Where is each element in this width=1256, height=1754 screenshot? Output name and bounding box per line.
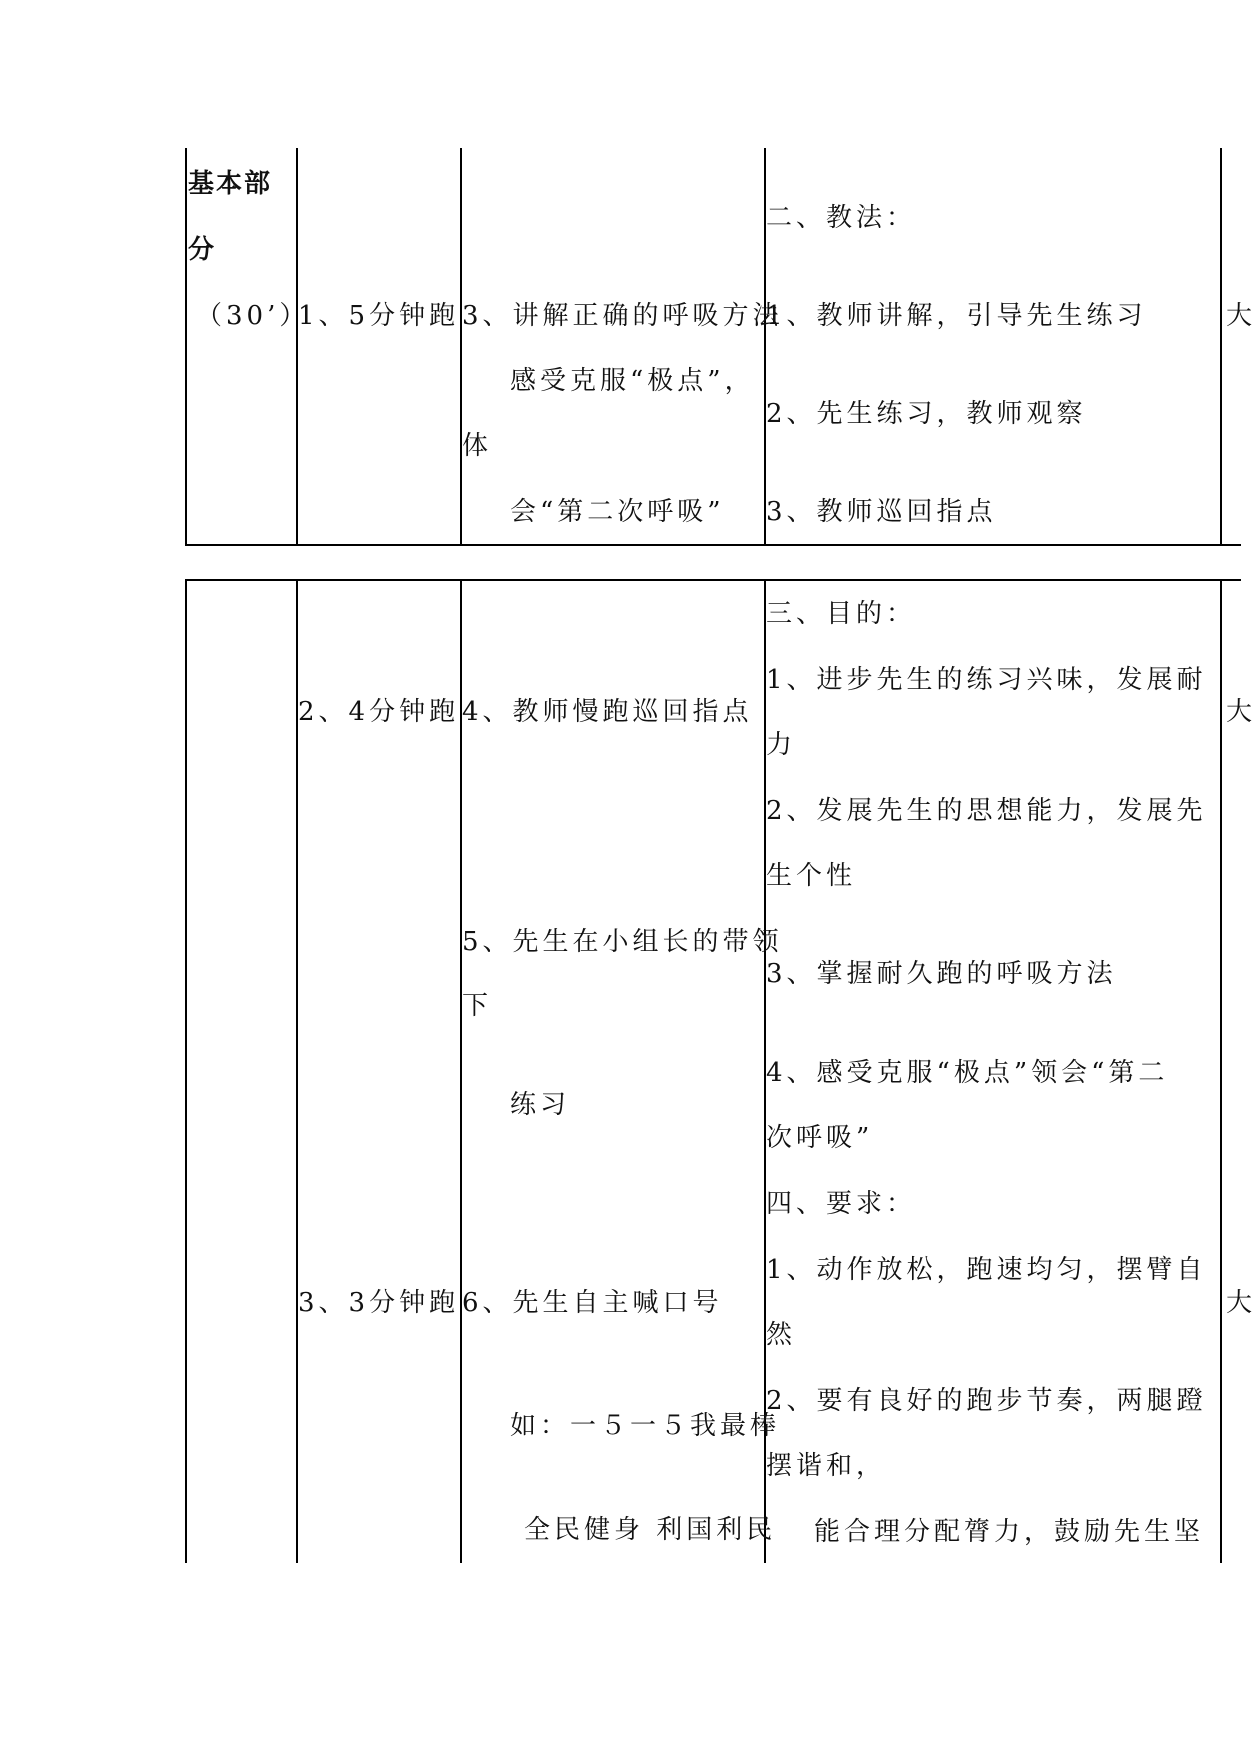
org-line: 全民健身 利国利民 xyxy=(524,1515,777,1545)
content-item: 1、5分钟跑 xyxy=(298,301,460,331)
method-line: 3、教师巡回指点 xyxy=(766,497,997,527)
edge-cell-clip xyxy=(1222,1280,1256,1330)
table-rule xyxy=(185,579,187,1563)
org-clip xyxy=(462,1410,781,1560)
org-line: 感受克服“极点”， xyxy=(510,366,755,396)
method-line: 能合理分配膂力，鼓励先生坚 xyxy=(814,1517,1205,1547)
table-rule xyxy=(185,148,187,546)
org-line: 练习 xyxy=(510,1090,571,1120)
section-label: 基本部 xyxy=(188,169,273,199)
org-line: 5、先生在小组长的带领 xyxy=(462,927,783,957)
method-line: 二、教法： xyxy=(766,203,917,233)
org-line: 如：一５一５我最棒 xyxy=(510,1411,781,1441)
table-rule xyxy=(185,579,1241,581)
edge-cell-clip xyxy=(1222,690,1256,740)
section-time: （30’） xyxy=(196,301,310,331)
table-rule xyxy=(460,148,462,546)
org-line: 会“第二次呼吸” xyxy=(510,497,725,527)
edge-char: 大 xyxy=(1226,697,1256,727)
org-line: 4、教师慢跑巡回指点 xyxy=(462,697,753,727)
table-rule xyxy=(185,544,1241,546)
method-line: 1、进步先生的练习兴味，发展耐 xyxy=(766,665,1207,695)
edge-cell-clip xyxy=(1222,290,1256,340)
org-line: 下 xyxy=(462,991,493,1021)
method-line: 三、目的： xyxy=(766,599,917,629)
content-item: 2、4分钟跑 xyxy=(298,697,460,727)
method-line: 2、要有良好的跑步节奏，两腿蹬 xyxy=(766,1386,1207,1416)
method-line: 3、掌握耐久跑的呼吸方法 xyxy=(766,959,1117,989)
org-line: 体 xyxy=(462,431,493,461)
table-rule xyxy=(296,148,298,546)
method-line: 四、要求： xyxy=(766,1189,917,1219)
section-label-cont: 分 xyxy=(188,235,217,265)
method-line: 4、感受克服“极点”领会“第二 xyxy=(766,1058,1169,1088)
method-line: 1、动作放松，跑速均匀，摆臂自 xyxy=(766,1255,1207,1285)
table-rule xyxy=(1220,148,1222,546)
edge-char: 大 xyxy=(1226,1288,1256,1318)
method-line: 2、发展先生的思想能力，发展先 xyxy=(766,796,1207,826)
edge-char: 大 xyxy=(1226,301,1256,331)
method-line: 2、先生练习，教师观察 xyxy=(766,399,1087,429)
method-line: 摆谐和， xyxy=(766,1451,887,1481)
method-line: 力 xyxy=(766,730,797,760)
method-line: 1、教师讲解，引导先生练习 xyxy=(766,301,1147,331)
method-line: 生个性 xyxy=(766,861,857,891)
org-line: 3、讲解正确的呼吸方法 xyxy=(462,301,783,331)
org-line: 6、先生自主喊口号 xyxy=(462,1288,723,1318)
content-item: 3、3分钟跑 xyxy=(298,1288,460,1318)
method-line: 然 xyxy=(766,1320,797,1350)
method-line: 次呼吸” xyxy=(766,1123,874,1153)
